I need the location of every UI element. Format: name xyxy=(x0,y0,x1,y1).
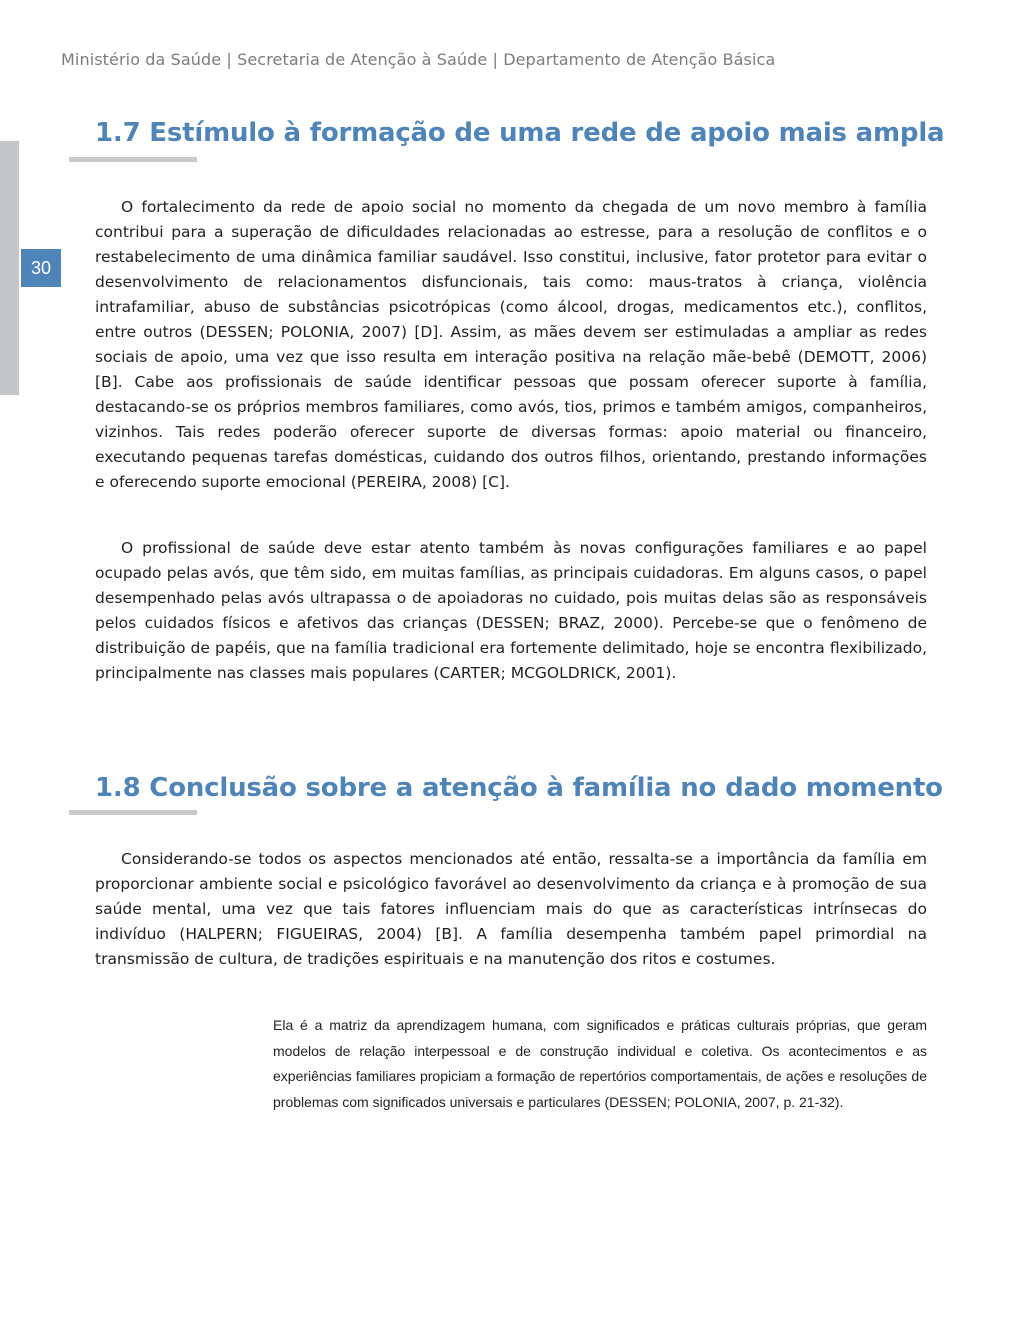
body-paragraph: Considerando-se todos os aspectos mencionados até então, ressalta-se a importância da família em proporcionar ambiente social e psicológico favorável ao desenvolvimento da criança e à promoção de sua saúde mental, uma vez que tais fatores influenciam mais do que as características intrínsecas do indivíduo (HALPERN; FIGUEIRAS, 2004) [B]. A família desempenha também papel primordial na transmissão de cultura, de tradições espirituais e na manutenção dos ritos e costumes. xyxy=(95,850,927,968)
body-paragraph: O fortalecimento da rede de apoio social no momento da chegada de um novo membro à família contribui para a superação de dificuldades relacionadas ao estresse, para a resolução de conflitos e o restabelecimento de uma dinâmica familiar saudável. Isso constitui, inclusive, fator protetor para evitar o desenvolvimento de relacionamentos disfuncionais, tais como: maus-tratos à criança, violência intrafamiliar, abuso de substâncias psicotrópicas (como álcool, drogas, medicamentos etc.), conflitos, entre outros (DESSEN; POLONIA, 2007) [D]. Assim, as mães devem ser estimuladas a ampliar as redes sociais de apoio, uma vez que isso resulta em interação positiva na relação mãe-bebê (DEMOTT, 2006) [B]. Cabe aos profissionais de saúde identificar pessoas que possam oferecer suporte à família, destacando-se os próprios membros familiares, como avós, tios, primos e também amigos, companheiros, vizinhos. Tais redes poderão oferecer suporte de diversas formas: apoio material ou financeiro, executando pequenas tarefas domésticas, cuidando dos outros filhos, orientando, prestando informações e oferecendo suporte emocional (PEREIRA, 2008) [C]. xyxy=(95,198,927,491)
section-title-1-7: 1.7 Estímulo à formação de uma rede de apoio mais ampla xyxy=(95,118,945,148)
side-tab-bar xyxy=(0,141,19,395)
page-number: 30 xyxy=(21,249,61,287)
body-paragraph: O profissional de saúde deve estar atento também às novas configurações familiares e ao papel ocupado pelas avós, que têm sido, em muitas famílias, as principais cuidadoras. Em alguns casos, o papel desempenhado pelas avós ultrapassa o de apoiadoras no cuidado, pois muitas delas são as responsáveis pelos cuidados físicos e afetivos das crianças (DESSEN; BRAZ, 2000). Percebe-se que o fenômeno de distribuição de papéis, que na família tradicional era fortemente delimitado, hoje se encontra flexibilizado, principalmente nas classes mais populares (CARTER; MCGOLDRICK, 2001). xyxy=(95,539,927,682)
running-header: Ministério da Saúde | Secretaria de Atenção à Saúde | Departamento de Atenção Básica xyxy=(61,50,776,69)
section-title-underline xyxy=(69,810,197,815)
section-title-1-8: 1.8 Conclusão sobre a atenção à família no dado momento xyxy=(95,773,943,803)
block-quote: Ela é a matriz da aprendizagem humana, com significados e práticas culturais próprias, que geram modelos de relação interpessoal e de construção individual e coletiva. Os acontecimentos e as experiências familiares propiciam a formação de repertórios comportamentais, de ações e resoluções de problemas com significados universais e particulares (DESSEN; POLONIA, 2007, p. 21-32). xyxy=(273,1017,927,1110)
section-title-underline xyxy=(69,157,197,162)
